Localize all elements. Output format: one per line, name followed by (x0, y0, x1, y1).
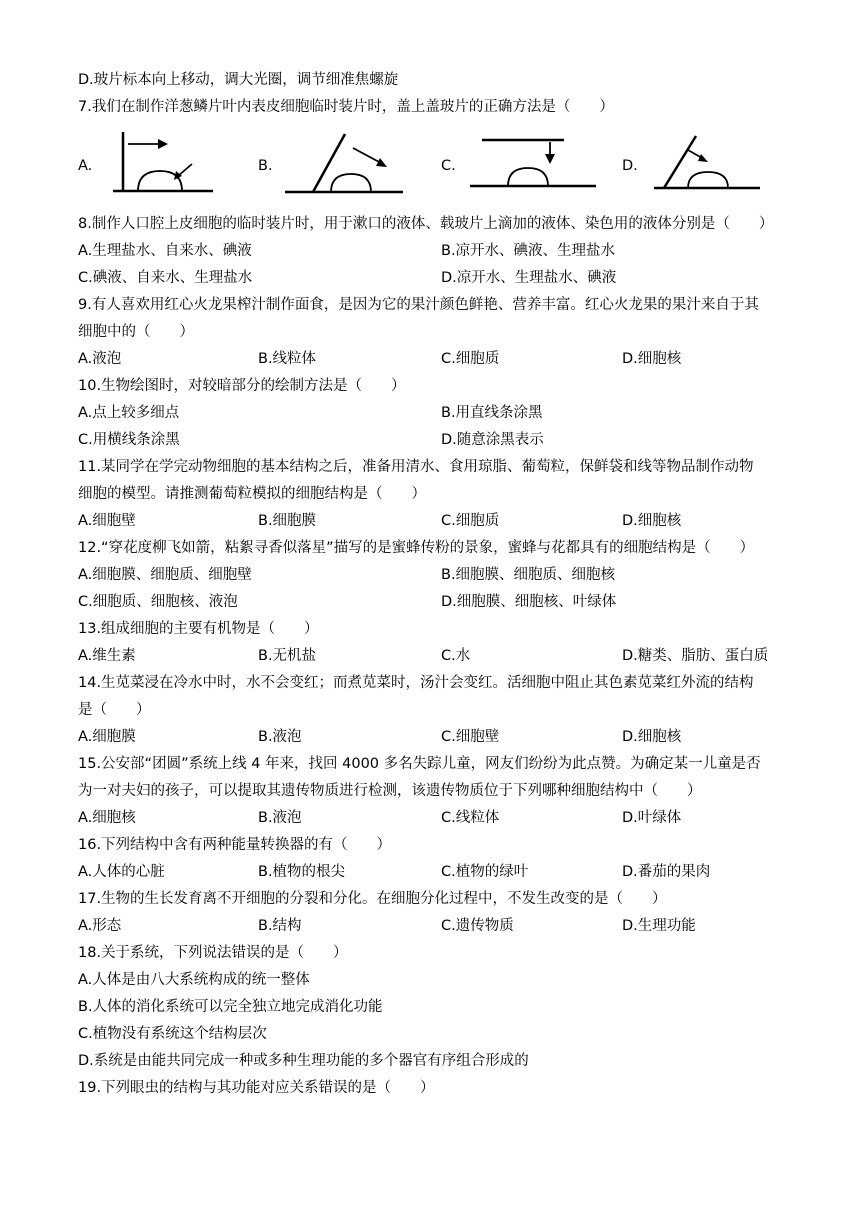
q9-option-a: A.液泡 (78, 351, 122, 367)
q15-option-a: A.细胞核 (78, 810, 136, 826)
q17-option-b: B.结构 (258, 918, 302, 934)
q13-stem: 13.组成细胞的主要有机物是（ ） (78, 621, 319, 637)
q14-option-a: A.细胞膜 (78, 729, 136, 745)
q12-option-c: C.细胞质、细胞核、液泡 (78, 594, 238, 610)
q13-option-c: C.水 (441, 648, 471, 664)
q12-option-d: D.细胞膜、细胞核、叶绿体 (441, 594, 617, 610)
q17-stem: 17.生物的生长发育离不开细胞的分裂和分化。在细胞分化过程中，不发生改变的是（ ） (78, 891, 667, 907)
q15-stem-line1: 15.公安部“团圆”系统上线 4 年来，找回 4000 多名失踪儿童，网友们纷纷为此点赞。为确定某一儿童是否 (78, 756, 761, 772)
q11-option-d: D.细胞核 (622, 513, 682, 529)
q8-option-b: B.凉开水、碘液、生理盐水 (441, 243, 616, 259)
q10-option-a: A.点上较多细点 (78, 405, 180, 421)
q16-option-d: D.番茄的果肉 (622, 864, 711, 880)
q18-option-a: A.人体是由八大系统构成的统一整体 (78, 972, 310, 988)
q7-label-b: B. (258, 158, 273, 174)
q9-option-c: C.细胞质 (441, 351, 500, 367)
q14-option-c: C.细胞壁 (441, 729, 500, 745)
q12-option-a: A.细胞膜、细胞质、细胞壁 (78, 567, 252, 583)
q11-option-a: A.细胞壁 (78, 513, 136, 529)
q14-stem-line2: 是（ ） (78, 702, 151, 718)
q9-option-d: D.细胞核 (622, 351, 682, 367)
q7-figure-c (468, 126, 598, 196)
q11-stem-line2: 细胞的模型。请推测葡萄粒模拟的细胞结构是（ ） (78, 486, 426, 502)
q16-option-b: B.植物的根尖 (258, 864, 346, 880)
q15-option-b: B.液泡 (258, 810, 302, 826)
q6-option-d: D.玻片标本向上移动，调大光圈，调节细准焦螺旋 (78, 72, 399, 88)
q10-option-d: D.随意涂黑表示 (441, 432, 544, 448)
q15-option-c: C.线粒体 (441, 810, 500, 826)
q10-stem: 10.生物绘图时，对较暗部分的绘制方法是（ ） (78, 378, 406, 394)
q7-label-a: A. (78, 158, 93, 174)
q15-stem-line2: 为一对夫妇的孩子，可以提取其遗传物质进行检测，该遗传物质位于下列哪种细胞结构中（ ） (78, 783, 702, 799)
q18-option-d: D.系统是由能共同完成一种或多种生理功能的多个器官有序组合形成的 (78, 1053, 529, 1069)
q12-stem: 12.“穿花度柳飞如箭，粘絮寻香似落星”描写的是蜜蜂传粉的景象，蜜蜂与花都具有的细胞结构是（ ） (78, 540, 755, 556)
q17-option-c: C.遗传物质 (441, 918, 514, 934)
q18-option-b: B.人体的消化系统可以完全独立地完成消化功能 (78, 999, 383, 1015)
q18-stem: 18.关于系统，下列说法错误的是（ ） (78, 945, 348, 961)
q16-option-c: C.植物的绿叶 (441, 864, 529, 880)
q9-stem-line2: 细胞中的（ ） (78, 324, 194, 340)
q14-option-b: B.液泡 (258, 729, 302, 745)
q18-option-c: C.植物没有系统这个结构层次 (78, 1026, 267, 1042)
q9-option-b: B.线粒体 (258, 351, 317, 367)
q7-figure-b (283, 126, 408, 196)
q16-stem: 16.下列结构中含有两种能量转换器的有（ ） (78, 837, 392, 853)
q17-option-d: D.生理功能 (622, 918, 696, 934)
q7-figure-a (108, 126, 218, 196)
q8-stem: 8.制作人口腔上皮细胞的临时装片时，用于漱口的液体、载玻片上滴加的液体、染色用的液体分别是（ ） (78, 216, 774, 232)
q16-option-a: A.人体的心脏 (78, 864, 165, 880)
q15-option-d: D.叶绿体 (622, 810, 682, 826)
q14-stem-line1: 14.生苋菜浸在冷水中时，水不会变红；而煮苋菜时，汤汁会变红。活细胞中阻止其色素苋菜红外流的结构 (78, 675, 754, 691)
q8-option-d: D.凉开水、生理盐水、碘液 (441, 270, 617, 286)
q17-option-a: A.形态 (78, 918, 122, 934)
q11-option-b: B.细胞膜 (258, 513, 317, 529)
q7-label-c: C. (441, 158, 456, 174)
q8-option-a: A.生理盐水、自来水、碘液 (78, 243, 252, 259)
q7-label-d: D. (622, 158, 638, 174)
q11-option-c: C.细胞质 (441, 513, 500, 529)
q10-option-c: C.用横线条涂黑 (78, 432, 180, 448)
q11-stem-line1: 11.某同学在学完动物细胞的基本结构之后，准备用清水、食用琼脂、葡萄粒，保鲜袋和线等物品制作动物 (78, 459, 754, 475)
q9-stem-line1: 9.有人喜欢用红心火龙果榨汁制作面食，是因为它的果汁颜色鲜艳、营养丰富。红心火龙果的果汁来自于其 (78, 297, 759, 313)
q13-option-b: B.无机盐 (258, 648, 317, 664)
q8-option-c: C.碘液、自来水、生理盐水 (78, 270, 253, 286)
q10-option-b: B.用直线条涂黑 (441, 405, 543, 421)
q13-option-d: D.糖类、脂肪、蛋白质 (622, 648, 769, 664)
q13-option-a: A.维生素 (78, 648, 136, 664)
q19-stem: 19.下列眼虫的结构与其功能对应关系错误的是（ ） (78, 1080, 435, 1096)
q14-option-d: D.细胞核 (622, 729, 682, 745)
q7-figure-d (650, 130, 762, 194)
q12-option-b: B.细胞膜、细胞质、细胞核 (441, 567, 616, 583)
q7-stem: 7.我们在制作洋葱鳞片叶内表皮细胞临时装片时，盖上盖玻片的正确方法是（ ） (78, 99, 614, 115)
